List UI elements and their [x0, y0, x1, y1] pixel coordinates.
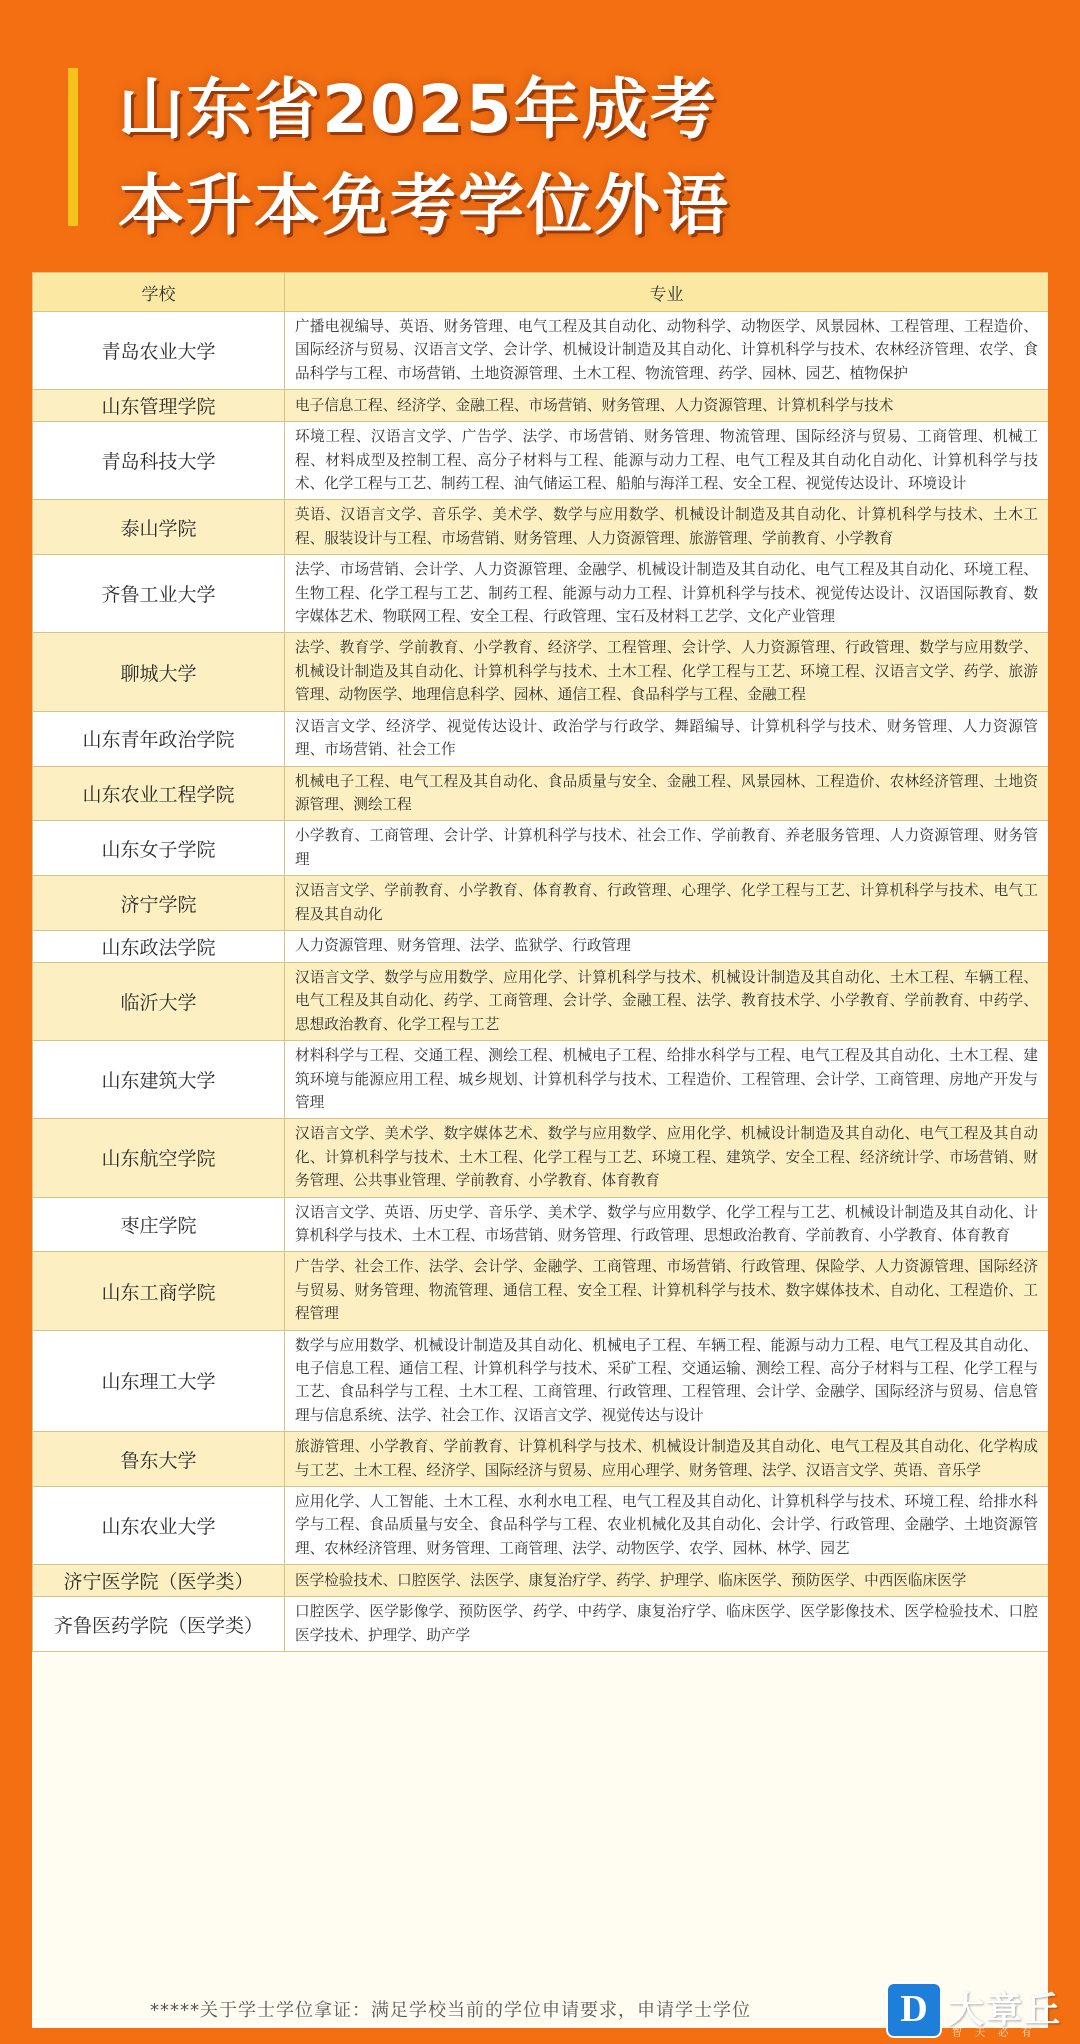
majors-table-container: [32, 272, 1048, 2028]
school-cell: 临沂大学: [33, 962, 285, 1040]
majors-cell: 汉语言文学、学前教育、小学教育、体育教育、行政管理、心理学、化学工程与工艺、计算机科学与技术、电气工程及其自动化: [285, 876, 1049, 931]
majors-cell: 法学、市场营销、会计学、人力资源管理、金融学、机械设计制造及其自动化、电气工程及其自动化、环境工程、生物工程、化学工程与工艺、制药工程、能源与动力工程、计算机科学与技术、视觉传达设计、汉语国际教育、数字媒体艺术、物联网工程、安全工程、行政管理、宝石及材料工艺学、文化产业管理: [285, 555, 1049, 633]
school-cell: 山东管理学院: [33, 390, 285, 422]
table-row: [33, 500, 1049, 555]
table-body: [33, 312, 1049, 1652]
watermark-logo: [878, 1976, 1068, 2040]
school-cell: 济宁学院: [33, 876, 285, 931]
majors-cell: 广播电视编导、英语、财务管理、电气工程及其自动化、动物科学、动物医学、风景园林、工程管理、工程造价、国际经济与贸易、汉语言文学、会计学、机械设计制造及其自动化、计算机科学与技术、农林经济管理、农学、食品科学与工程、市场营销、土地资源管理、土木工程、物流管理、药学、园林、园艺、植物保护: [285, 312, 1049, 390]
majors-cell: 应用化学、人工智能、土木工程、水利水电工程、电气工程及其自动化、计算机科学与技术、环境工程、给排水科学与工程、食品质量与安全、食品科学与工程、农业机械化及其自动化、会计学、行政管理、金融学、土地资源管理、农林经济管理、财务管理、工商管理、法学、动物医学、农学、园林、林学、园艺: [285, 1487, 1049, 1565]
majors-cell: 材料科学与工程、交通工程、测绘工程、机械电子工程、给排水科学与工程、电气工程及其自动化、土木工程、建筑环境与能源应用工程、城乡规划、计算机科学与技术、工程造价、工程管理、会计学、工商管理、房地产开发与管理: [285, 1041, 1049, 1119]
school-cell: 济宁医学院（医学类）: [33, 1565, 285, 1597]
table-row: [33, 1119, 1049, 1197]
table-row: [33, 1330, 1049, 1432]
majors-cell: 汉语言文学、英语、历史学、音乐学、美术学、数学与应用数学、化学工程与工艺、机械设计制造及其自动化、计算机科学与技术、土木工程、市场营销、财务管理、行政管理、思想政治教育、学前教育、小学教育、体育教育: [285, 1197, 1049, 1252]
majors-cell: 人力资源管理、财务管理、法学、监狱学、行政管理: [285, 930, 1049, 962]
school-cell: 山东工商学院: [33, 1252, 285, 1330]
table-row: [33, 766, 1049, 821]
school-cell: 山东青年政治学院: [33, 711, 285, 766]
table-row: [33, 1041, 1049, 1119]
table-row: [33, 876, 1049, 931]
table-row: [33, 1432, 1049, 1487]
school-cell: 山东女子学院: [33, 821, 285, 876]
school-cell: 山东农业工程学院: [33, 766, 285, 821]
majors-cell: 广告学、社会工作、法学、会计学、金融学、工商管理、市场营销、行政管理、保险学、人力资源管理、国际经济与贸易、财务管理、物流管理、通信工程、安全工程、计算机科学与技术、数字媒体技术、自动化、工程造价、工程管理: [285, 1252, 1049, 1330]
school-cell: 枣庄学院: [33, 1197, 285, 1252]
table-row: [33, 1197, 1049, 1252]
table-row: [33, 1252, 1049, 1330]
header-majors: 专业: [285, 273, 1049, 312]
majors-cell: 口腔医学、医学影像学、预防医学、药学、中药学、康复治疗学、临床医学、医学影像技术、医学检验技术、口腔医学技术、护理学、助产学: [285, 1597, 1049, 1652]
table-row: [33, 422, 1049, 500]
header: [0, 0, 1080, 270]
school-cell: 山东理工大学: [33, 1330, 285, 1432]
title-line-2: 本升本免考学位外语: [118, 167, 730, 244]
school-cell: 山东农业大学: [33, 1487, 285, 1565]
majors-table: [32, 272, 1048, 1652]
school-cell: 齐鲁工业大学: [33, 555, 285, 633]
majors-cell: 旅游管理、小学教育、学前教育、计算机科学与技术、机械设计制造及其自动化、电气工程及其自动化、化学构成与工艺、土木工程、经济学、国际经济与贸易、应用心理学、财务管理、法学、汉语言文学、英语、音乐学: [285, 1432, 1049, 1487]
table-row: [33, 930, 1049, 962]
table-row: [33, 1565, 1049, 1597]
table-row: [33, 1487, 1049, 1565]
table-row: [33, 962, 1049, 1040]
logo-text: 大章丘: [948, 1990, 1063, 2031]
logo-badge-icon: D: [886, 1982, 942, 2038]
table-row: [33, 555, 1049, 633]
title-accent-bar: [68, 68, 78, 226]
majors-cell: 环境工程、汉语言文学、广告学、法学、市场营销、财务管理、物流管理、国际经济与贸易、工商管理、机械工程、材料成型及控制工程、高分子材料与工程、能源与动力工程、电气工程及其自动化自动化、计算机科学与技术、化学工程与工艺、制药工程、油气储运工程、船舶与海洋工程、安全工程、视觉传达设计、环境设计: [285, 422, 1049, 500]
title-line-1: 山东省2025年成考: [118, 71, 718, 148]
school-cell: 鲁东大学: [33, 1432, 285, 1487]
school-cell: 聊城大学: [33, 633, 285, 711]
majors-cell: 英语、汉语言文学、音乐学、美术学、数学与应用数学、机械设计制造及其自动化、计算机科学与技术、土木工程、服装设计与工程、市场营销、财务管理、人力资源管理、旅游管理、学前教育、小学教育: [285, 500, 1049, 555]
majors-cell: 汉语言文学、美术学、数字媒体艺术、数学与应用数学、应用化学、机械设计制造及其自动化、电气工程及其自动化、计算机科学与技术、土木工程、化学工程与工艺、环境工程、建筑学、安全工程、经济统计学、市场营销、财务管理、公共事业管理、学前教育、小学教育、体育教育: [285, 1119, 1049, 1197]
majors-cell: 机械电子工程、电气工程及其自动化、食品质量与安全、金融工程、风景园林、工程造价、农林经济管理、土地资源管理、测绘工程: [285, 766, 1049, 821]
logo-subtext: 智 天 必 有: [952, 2028, 1037, 2039]
majors-cell: 小学教育、工商管理、会计学、计算机科学与技术、社会工作、学前教育、养老服务管理、人力资源管理、财务管理: [285, 821, 1049, 876]
table-row: [33, 821, 1049, 876]
school-cell: 青岛科技大学: [33, 422, 285, 500]
school-cell: 齐鲁医药学院（医学类）: [33, 1597, 285, 1652]
table-row: [33, 312, 1049, 390]
header-school: 学校: [33, 273, 285, 312]
school-cell: 山东建筑大学: [33, 1041, 285, 1119]
majors-cell: 医学检验技术、口腔医学、法医学、康复治疗学、药学、护理学、临床医学、预防医学、中西医临床医学: [285, 1565, 1049, 1597]
footer-note: *****关于学士学位拿证：满足学校当前的学位申请要求，申请学士学位: [150, 2000, 751, 2021]
majors-cell: 法学、教育学、学前教育、小学教育、经济学、工程管理、会计学、人力资源管理、行政管理、数学与应用数学、机械设计制造及其自动化、计算机科学与技术、土木工程、化学工程与工艺、环境工程、汉语言文学、药学、旅游管理、动物医学、地理信息科学、园林、通信工程、食品科学与工程、金融工程: [285, 633, 1049, 711]
school-cell: 山东政法学院: [33, 930, 285, 962]
table-header-row: [33, 273, 1049, 312]
school-cell: 山东航空学院: [33, 1119, 285, 1197]
majors-cell: 数学与应用数学、机械设计制造及其自动化、机械电子工程、车辆工程、能源与动力工程、电气工程及其自动化、电子信息工程、通信工程、计算机科学与技术、采矿工程、交通运输、测绘工程、高分子材料与工程、化学工程与工艺、食品科学与工程、土木工程、工商管理、行政管理、工程管理、会计学、金融学、国际经济与贸易、信息管理与信息系统、法学、社会工作、汉语言文学、视觉传达与设计: [285, 1330, 1049, 1432]
school-cell: 泰山学院: [33, 500, 285, 555]
table-row: [33, 633, 1049, 711]
table-row: [33, 1597, 1049, 1652]
table-row: [33, 711, 1049, 766]
majors-cell: 汉语言文学、经济学、视觉传达设计、政治学与行政学、舞蹈编导、计算机科学与技术、财务管理、人力资源管理、市场营销、社会工作: [285, 711, 1049, 766]
table-row: [33, 390, 1049, 422]
school-cell: 青岛农业大学: [33, 312, 285, 390]
majors-cell: 汉语言文学、数学与应用数学、应用化学、计算机科学与技术、机械设计制造及其自动化、土木工程、车辆工程、电气工程及其自动化、药学、工商管理、会计学、金融工程、法学、教育技术学、小学教育、学前教育、中药学、思想政治教育、化学工程与工艺: [285, 962, 1049, 1040]
majors-cell: 电子信息工程、经济学、金融工程、市场营销、财务管理、人力资源管理、计算机科学与技术: [285, 390, 1049, 422]
